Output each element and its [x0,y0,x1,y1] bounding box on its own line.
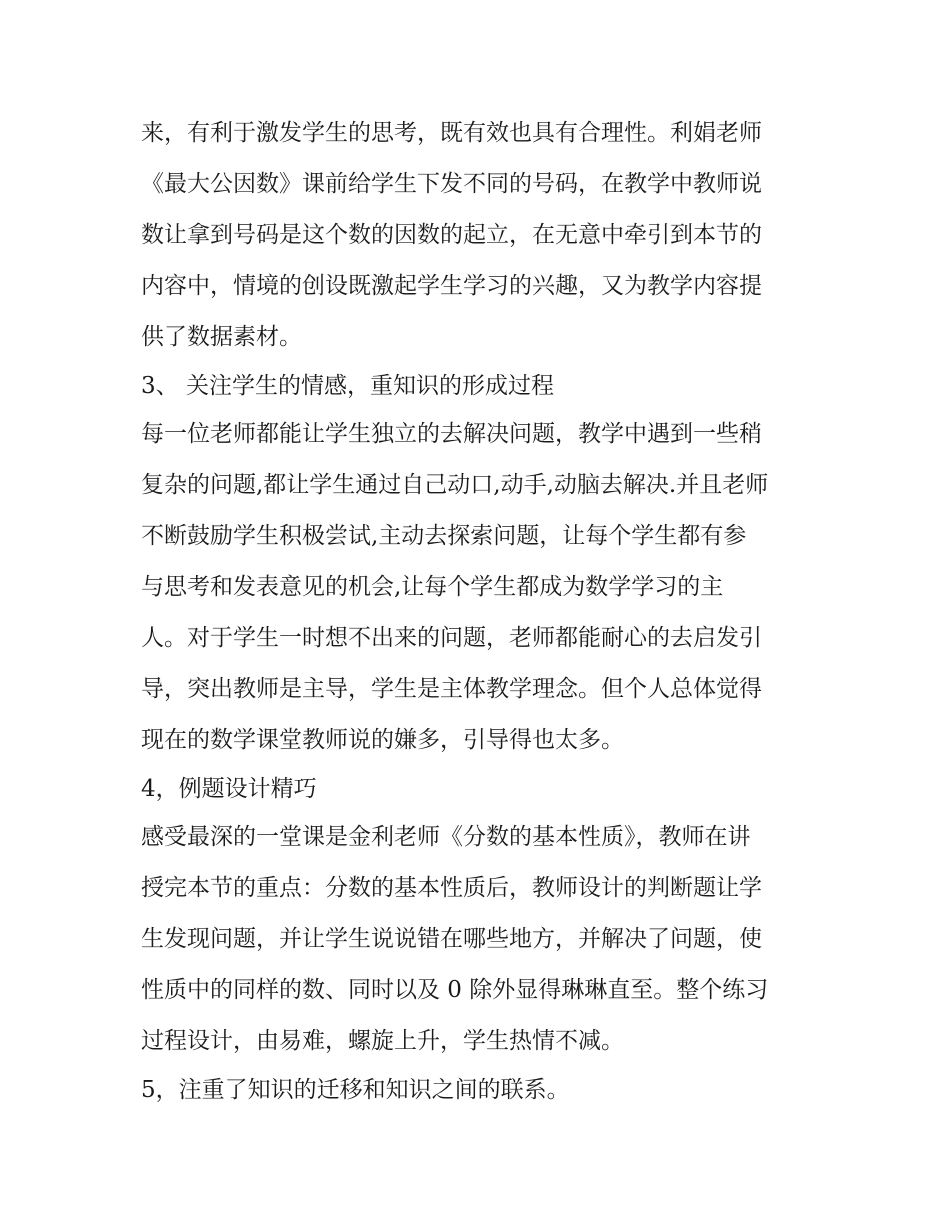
section-heading: 4，例题设计精巧 [141,776,317,802]
text-line: 与思考和发表意见的机会,让每个学生都成为数学学习的主 [141,574,724,600]
text-line: 现在的数学课堂教师说的嫌多，引导得也太多。 [141,727,624,753]
text-line: 数让拿到号码是这个数的因数的起立，在无意中牵引到本节的 [141,222,762,248]
text-line: 复杂的问题,都让学生通过自己动口,动手,动脑去解决.并且老师 [141,472,769,498]
text-line: 导，突出教师是主导，学生是主体教学理念。但个人总体觉得 [141,676,762,702]
text-line: 授完本节的重点：分数的基本性质后，教师设计的判断题让学 [141,875,762,901]
document-body [141,108,821,1113]
text-line: 过程设计，由易难，螺旋上升，学生热情不减。 [141,1028,624,1054]
text-line: 《最大公因数》课前给学生下发不同的号码，在教学中教师说 [141,171,762,197]
text-line: 感受最深的一堂课是金利老师《分数的基本性质》，教师在讲 [141,824,751,850]
text-line: 供了数据素材。 [141,324,302,350]
text-line: 不断鼓励学生积极尝试,主动去探索问题，让每个学生都有参 [141,523,747,549]
text-line: 性质中的同样的数、同时以及 0 除外显得琳琳直至。整个练习 [141,977,769,1003]
text-line: 内容中，情境的创设既激起学生学习的兴趣，又为教学内容提 [141,273,762,299]
text-line: 人。对于学生一时想不出来的问题，老师都能耐心的去启发引 [141,625,762,651]
text-line: 来，有利于激发学生的思考，既有效也具有合理性。利娟老师 [141,120,762,146]
text-line: 每一位老师都能让学生独立的去解决问题，教学中遇到一些稍 [141,421,762,447]
text-line: 生发现问题，并让学生说说错在哪些地方，并解决了问题，使 [141,926,762,952]
section-heading: 3、 关注学生的情感，重知识的形成过程 [141,373,554,399]
section-heading: 5，注重了知识的迁移和知识之间的联系。 [141,1077,570,1103]
